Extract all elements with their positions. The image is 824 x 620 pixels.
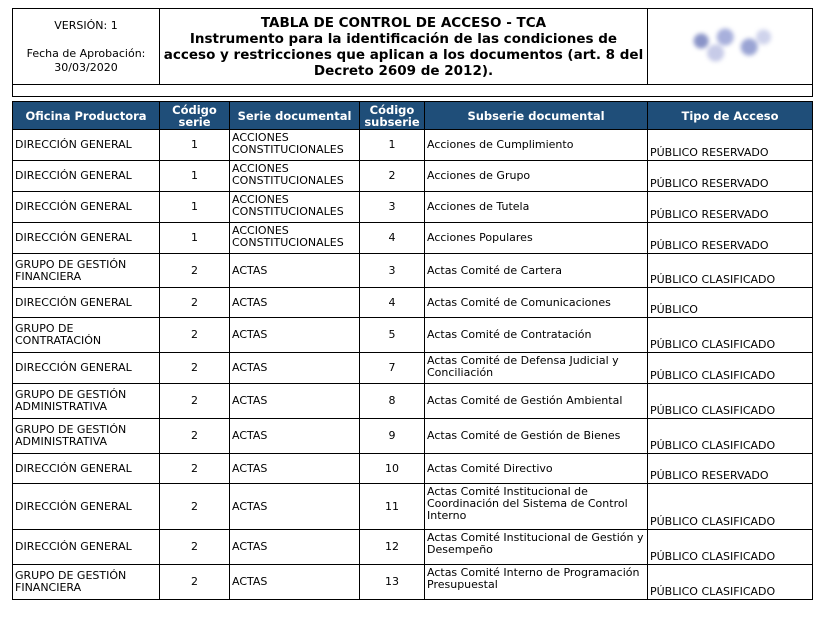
tipo-acceso-cell: PÚBLICO CLASIFICADO	[648, 353, 813, 384]
col-header-codigo-subserie: Código subserie	[360, 102, 425, 130]
subserie-cell: Actas Comité Institucional de Gestión y Desempeño	[425, 530, 648, 565]
header-table	[12, 8, 813, 97]
tipo-acceso-cell: PÚBLICO CLASIFICADO	[648, 419, 813, 454]
table-row	[13, 419, 813, 454]
serie-cell: ACTAS	[230, 419, 360, 454]
subserie-cell: Actas Comité de Contratación	[425, 318, 648, 353]
codigo-subserie-cell: 8	[360, 384, 425, 419]
oficina-cell: DIRECCIÓN GENERAL	[13, 353, 160, 384]
title-cell	[160, 9, 648, 85]
logo-cell	[648, 9, 813, 85]
tipo-acceso-cell: PÚBLICO CLASIFICADO	[648, 565, 813, 600]
subserie-cell: Actas Comité de Comunicaciones	[425, 288, 648, 318]
serie-cell: ACCIONES CONSTITUCIONALES	[230, 192, 360, 223]
oficina-cell: GRUPO DE GESTIÓN FINANCIERA	[13, 565, 160, 600]
tipo-acceso-cell: PÚBLICO RESERVADO	[648, 454, 813, 484]
serie-cell: ACTAS	[230, 353, 360, 384]
subserie-cell: Acciones Populares	[425, 223, 648, 254]
tipo-acceso-cell: PÚBLICO RESERVADO	[648, 223, 813, 254]
version-text: VERSIÓN: 1	[54, 18, 118, 32]
oficina-cell: GRUPO DE GESTIÓN ADMINISTRATIVA	[13, 384, 160, 419]
tipo-acceso-cell: PÚBLICO CLASIFICADO	[648, 384, 813, 419]
col-header-subserie: Subserie documental	[425, 102, 648, 130]
codigo-serie-cell: 1	[160, 161, 230, 192]
tipo-acceso-cell: PÚBLICO CLASIFICADO	[648, 254, 813, 288]
approval-date: 30/03/2020	[54, 60, 118, 74]
serie-cell: ACTAS	[230, 454, 360, 484]
version-cell	[13, 9, 160, 85]
document-page	[12, 8, 812, 600]
oficina-cell: DIRECCIÓN GENERAL	[13, 192, 160, 223]
oficina-cell: DIRECCIÓN GENERAL	[13, 288, 160, 318]
col-header-tipo-acceso: Tipo de Acceso	[648, 102, 813, 130]
tipo-acceso-cell: PÚBLICO CLASIFICADO	[648, 318, 813, 353]
oficina-cell: GRUPO DE GESTIÓN ADMINISTRATIVA	[13, 419, 160, 454]
subserie-cell: Actas Comité de Defensa Judicial y Conciliación	[425, 353, 648, 384]
tipo-acceso-cell: PÚBLICO CLASIFICADO	[648, 484, 813, 530]
serie-cell: ACTAS	[230, 530, 360, 565]
codigo-serie-cell: 2	[160, 565, 230, 600]
tipo-acceso-cell: PÚBLICO RESERVADO	[648, 192, 813, 223]
oficina-cell: DIRECCIÓN GENERAL	[13, 530, 160, 565]
table-row	[13, 484, 813, 530]
serie-cell: ACTAS	[230, 565, 360, 600]
page-title: TABLA DE CONTROL DE ACCESO - TCA	[260, 14, 547, 31]
codigo-serie-cell: 2	[160, 288, 230, 318]
oficina-cell: DIRECCIÓN GENERAL	[13, 223, 160, 254]
col-header-codigo-serie: Código serie	[160, 102, 230, 130]
table-row	[13, 192, 813, 223]
serie-cell: ACTAS	[230, 318, 360, 353]
spacer-row	[13, 85, 813, 97]
codigo-serie-cell: 1	[160, 223, 230, 254]
subserie-cell: Actas Comité de Cartera	[425, 254, 648, 288]
tipo-acceso-cell: PÚBLICO RESERVADO	[648, 161, 813, 192]
serie-cell: ACTAS	[230, 254, 360, 288]
oficina-cell: GRUPO DE CONTRATACIÓN	[13, 318, 160, 353]
subserie-cell: Actas Comité Interno de Programación Presupuestal	[425, 565, 648, 600]
subserie-cell: Actas Comité Institucional de Coordinación del Sistema de Control Interno	[425, 484, 648, 530]
table-body	[13, 130, 813, 600]
tipo-acceso-cell: PÚBLICO	[648, 288, 813, 318]
codigo-subserie-cell: 10	[360, 454, 425, 484]
codigo-subserie-cell: 13	[360, 565, 425, 600]
codigo-subserie-cell: 11	[360, 484, 425, 530]
serie-cell: ACCIONES CONSTITUCIONALES	[230, 223, 360, 254]
table-row	[13, 384, 813, 419]
oficina-cell: DIRECCIÓN GENERAL	[13, 161, 160, 192]
table-row	[13, 353, 813, 384]
serie-cell: ACTAS	[230, 288, 360, 318]
codigo-serie-cell: 1	[160, 192, 230, 223]
subserie-cell: Actas Comité de Gestión Ambiental	[425, 384, 648, 419]
table-row	[13, 530, 813, 565]
codigo-subserie-cell: 2	[360, 161, 425, 192]
oficina-cell: GRUPO DE GESTIÓN FINANCIERA	[13, 254, 160, 288]
page-subtitle: Instrumento para la identificación de las condiciones de acceso y restricciones que aplican a los documentos (art. 8 del Decreto 2609 de 2012).	[163, 30, 644, 79]
table-row	[13, 161, 813, 192]
col-header-oficina: Oficina Productora	[13, 102, 160, 130]
subserie-cell: Acciones de Grupo	[425, 161, 648, 192]
codigo-serie-cell: 2	[160, 419, 230, 454]
blurred-logo-icon	[682, 25, 778, 65]
access-control-table	[12, 101, 813, 600]
oficina-cell: DIRECCIÓN GENERAL	[13, 454, 160, 484]
serie-cell: ACCIONES CONSTITUCIONALES	[230, 130, 360, 161]
serie-cell: ACTAS	[230, 384, 360, 419]
codigo-serie-cell: 2	[160, 454, 230, 484]
codigo-subserie-cell: 1	[360, 130, 425, 161]
serie-cell: ACCIONES CONSTITUCIONALES	[230, 161, 360, 192]
codigo-serie-cell: 2	[160, 530, 230, 565]
subserie-cell: Acciones de Tutela	[425, 192, 648, 223]
tipo-acceso-cell: PÚBLICO RESERVADO	[648, 130, 813, 161]
codigo-serie-cell: 2	[160, 484, 230, 530]
codigo-subserie-cell: 3	[360, 192, 425, 223]
table-row	[13, 288, 813, 318]
oficina-cell: DIRECCIÓN GENERAL	[13, 484, 160, 530]
table-row	[13, 454, 813, 484]
serie-cell: ACTAS	[230, 484, 360, 530]
codigo-serie-cell: 2	[160, 384, 230, 419]
codigo-subserie-cell: 9	[360, 419, 425, 454]
codigo-serie-cell: 1	[160, 130, 230, 161]
approval-label: Fecha de Aprobación:	[26, 46, 146, 60]
codigo-subserie-cell: 3	[360, 254, 425, 288]
codigo-subserie-cell: 4	[360, 288, 425, 318]
table-row	[13, 254, 813, 288]
table-row	[13, 565, 813, 600]
codigo-serie-cell: 2	[160, 353, 230, 384]
subserie-cell: Acciones de Cumplimiento	[425, 130, 648, 161]
tipo-acceso-cell: PÚBLICO CLASIFICADO	[648, 530, 813, 565]
codigo-subserie-cell: 5	[360, 318, 425, 353]
codigo-subserie-cell: 7	[360, 353, 425, 384]
table-row	[13, 130, 813, 161]
codigo-serie-cell: 2	[160, 318, 230, 353]
table-header-row	[13, 102, 813, 130]
codigo-subserie-cell: 12	[360, 530, 425, 565]
codigo-subserie-cell: 4	[360, 223, 425, 254]
oficina-cell: DIRECCIÓN GENERAL	[13, 130, 160, 161]
col-header-serie: Serie documental	[230, 102, 360, 130]
subserie-cell: Actas Comité de Gestión de Bienes	[425, 419, 648, 454]
table-row	[13, 223, 813, 254]
subserie-cell: Actas Comité Directivo	[425, 454, 648, 484]
codigo-serie-cell: 2	[160, 254, 230, 288]
table-row	[13, 318, 813, 353]
